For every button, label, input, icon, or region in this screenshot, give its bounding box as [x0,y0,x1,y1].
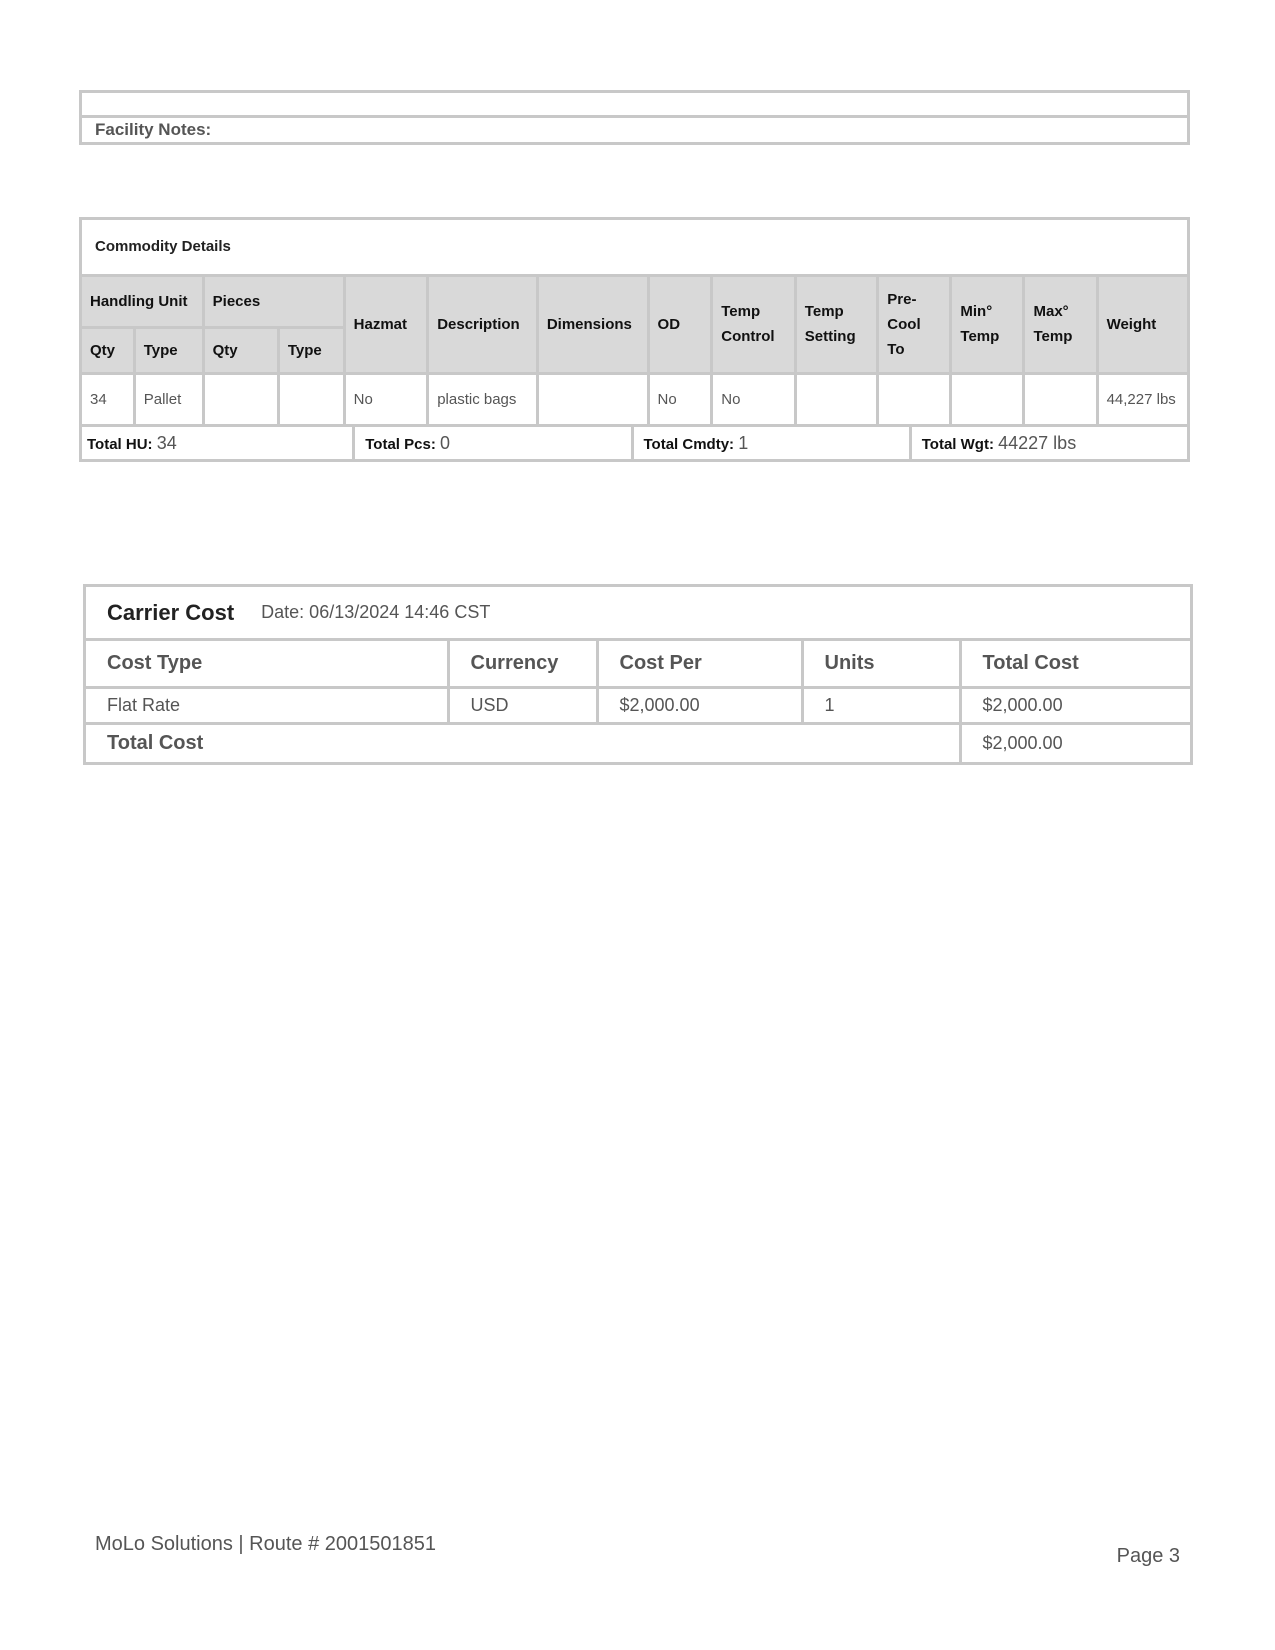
cell-cost-per: $2,000.00 [597,688,802,724]
cell-dimensions [537,373,648,424]
total-wgt-value: 44227 lbs [998,432,1077,453]
commodity-totals [82,424,1187,459]
cell-cost-type: Flat Rate [86,688,448,724]
table-row [86,688,1190,724]
facility-notes-box [79,90,1190,145]
header-temp-control: Temp Control [712,277,796,373]
header-currency: Currency [448,641,597,688]
header-handling-unit: Handling Unit [82,277,203,327]
cell-hu-qty: 34 [82,373,134,424]
cell-currency: USD [448,688,597,724]
header-pre-cool-to: Pre-Cool To [878,277,951,373]
total-hu [82,427,352,459]
total-cost-value: $2,000.00 [960,724,1190,763]
header-cost-type: Cost Type [86,641,448,688]
footer-page-number: Page 3 [1116,1545,1180,1567]
cell-pcs-qty [203,373,278,424]
header-pieces: Pieces [203,277,344,327]
cell-units: 1 [802,688,960,724]
footer-route: MoLo Solutions | Route # 2001501851 [95,1533,437,1555]
header-weight: Weight [1097,277,1187,373]
total-cost-label: Total Cost [86,724,960,763]
header-dimensions: Dimensions [537,277,648,373]
total-hu-label: Total HU: [87,435,153,453]
header-max-temp: Max° Temp [1024,277,1097,373]
cell-max-temp [1024,373,1097,424]
header-min-temp: Min° Temp [951,277,1024,373]
header-hu-type: Type [134,327,203,373]
total-wgt [909,427,1187,459]
cell-pcs-type [278,373,344,424]
total-pcs [352,427,630,459]
header-total-cost: Total Cost [960,641,1190,688]
cell-min-temp [951,373,1024,424]
total-hu-value: 34 [156,432,177,453]
total-cmdty [631,427,909,459]
cell-temp-control: No [712,373,796,424]
cell-hu-type: Pallet [134,373,203,424]
commodity-details-box [79,217,1190,462]
cell-od: No [648,373,712,424]
cell-total-cost: $2,000.00 [960,688,1190,724]
cell-hazmat: No [344,373,428,424]
cell-weight: 44,227 lbs [1097,373,1187,424]
header-pcs-type: Type [278,327,344,373]
cell-temp-setting [795,373,878,424]
header-hazmat: Hazmat [344,277,428,373]
table-row [82,373,1187,424]
carrier-cost-header [86,587,1190,641]
header-hu-qty: Qty [82,327,134,373]
total-pcs-value: 0 [440,432,451,453]
carrier-cost-date: Date: 06/13/2024 14:46 CST [261,602,491,622]
header-pcs-qty: Qty [203,327,278,373]
header-description: Description [428,277,538,373]
facility-blank-row [82,93,1187,118]
header-od: OD [648,277,712,373]
total-cost-row [86,724,1190,763]
carrier-cost-table [86,641,1190,762]
header-temp-setting: Temp Setting [795,277,878,373]
facility-notes-label: Facility Notes: [95,120,212,139]
cell-description: plastic bags [428,373,538,424]
carrier-cost-box [83,584,1193,765]
header-cost-per: Cost Per [597,641,802,688]
commodity-table [82,277,1187,424]
header-units: Units [802,641,960,688]
total-wgt-label: Total Wgt: [921,435,994,453]
cell-pre-cool-to [878,373,951,424]
carrier-cost-title: Carrier Cost [107,599,235,625]
total-pcs-label: Total Pcs: [365,435,436,453]
total-cmdty-value: 1 [738,432,749,453]
total-cmdty-label: Total Cmdty: [643,435,735,453]
commodity-details-title: Commodity Details [82,220,1187,277]
